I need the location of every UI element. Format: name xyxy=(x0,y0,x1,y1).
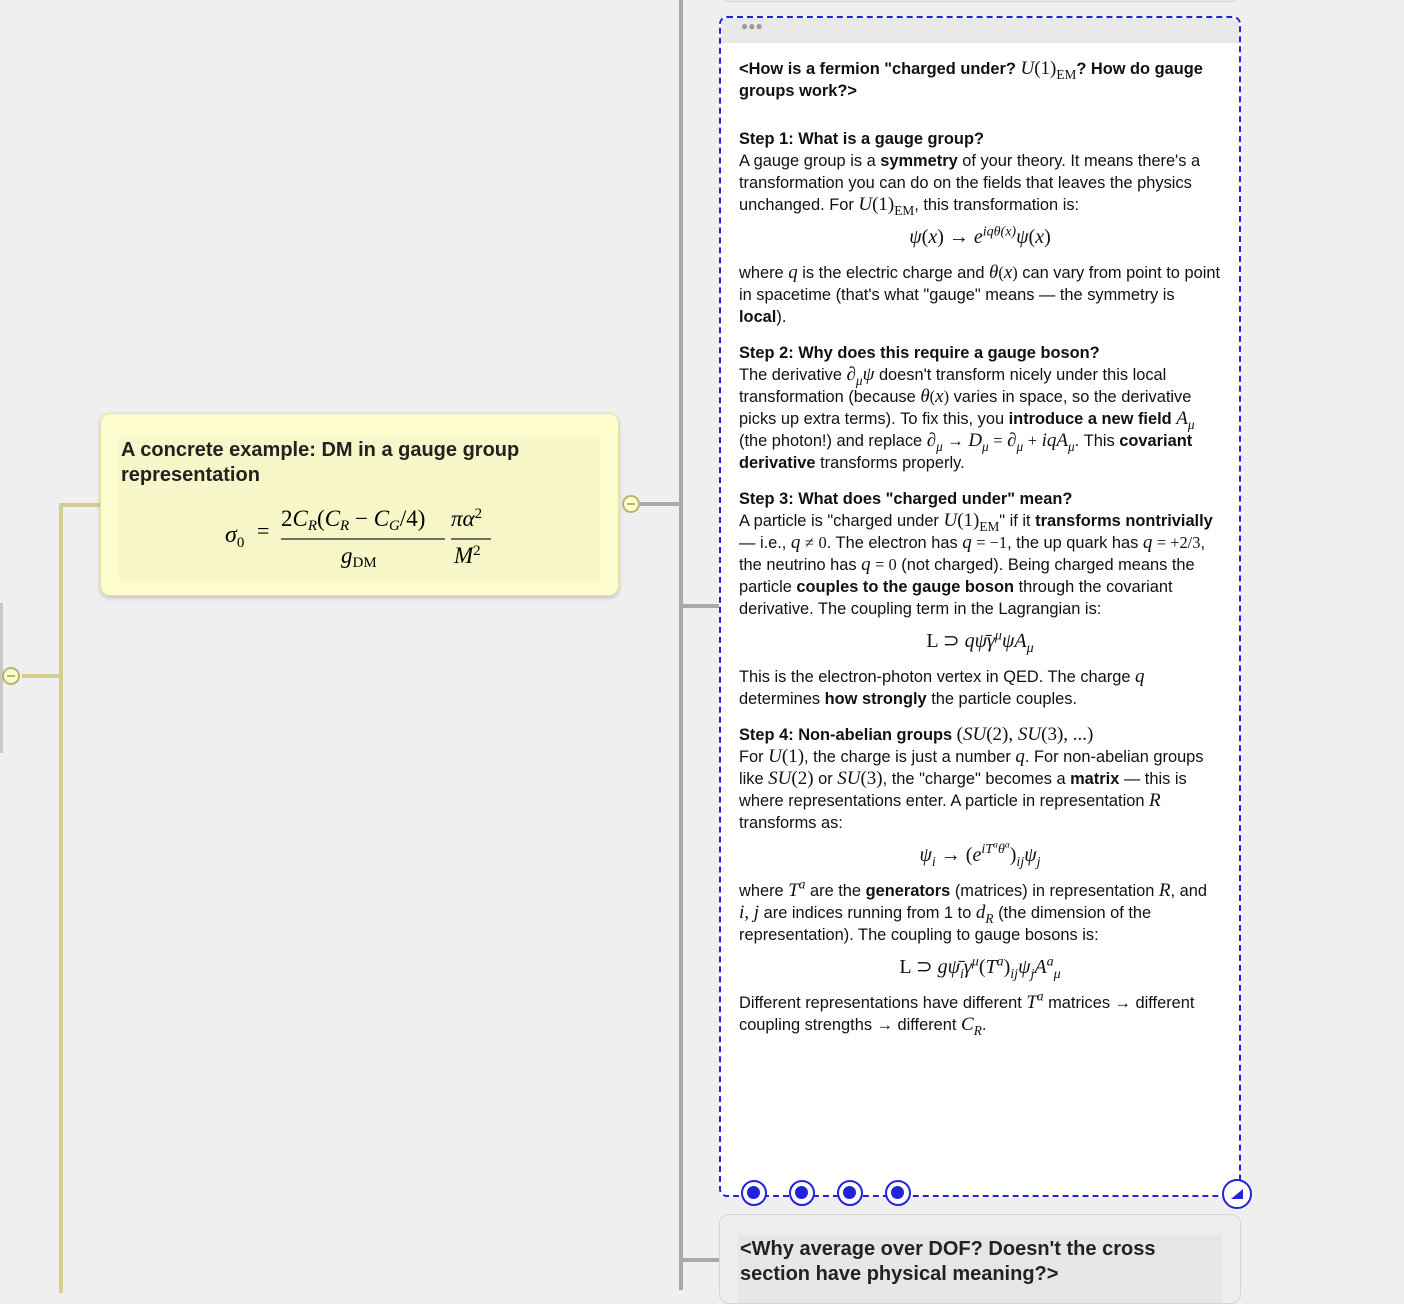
svg-text:=: = xyxy=(257,518,270,543)
step4-explanation: where $T^a$ are the generators (matrices) in representation R, and i, j are indices running from 1 to $d_R$ (the dimension of the representation). The coupling to gauge bosons is: xyxy=(739,876,1207,944)
closing-text: Different representations have different $T^a$ matrices → different coupling strengths → different $C_R$. xyxy=(739,988,1195,1038)
connector-to-main-node xyxy=(679,604,721,608)
step1-title: Step 1: What is a gauge group? xyxy=(739,130,984,148)
summarize-icon xyxy=(843,1186,856,1199)
svg-text:M2: $M^2$ xyxy=(454,543,481,568)
connector-to-next-node xyxy=(679,1258,721,1262)
branch-button[interactable] xyxy=(789,1180,815,1206)
connector-to-root xyxy=(22,674,62,678)
connector-left-to-right xyxy=(640,502,682,506)
summarize-button[interactable] xyxy=(837,1180,863,1206)
step4-title-line: Step 4: Non-abelian groups (SU(2), SU(3), ...) xyxy=(739,724,1094,745)
main-node[interactable] xyxy=(719,16,1241,1197)
resize-handle[interactable] xyxy=(1222,1179,1252,1209)
main-node-question: <How is a fermion "charged under? $U(1)_{EM}$? How do gauge groups work?> xyxy=(739,58,1203,100)
step3-title: Step 3: What does "charged under" mean? xyxy=(739,490,1073,508)
step2-title: Step 2: Why does this require a gauge boson? xyxy=(739,344,1100,362)
svg-text:πα2: $\pi\alpha^2$ xyxy=(451,506,483,531)
collapse-left-node-button[interactable] xyxy=(622,495,640,513)
more-dots-icon: ●●● xyxy=(741,19,763,33)
comment-icon xyxy=(747,1186,760,1199)
collapse-root-button[interactable] xyxy=(2,667,20,685)
main-node-content xyxy=(739,58,1221,1036)
svg-text:gDM: gDM xyxy=(341,543,377,571)
step4-text: For U(1), the charge is just a number q. For non-abelian groups like SU(2) or SU(3), the "charge" becomes a matrix — this is where representations enter. A particle in representation R transforms as: xyxy=(739,746,1204,832)
comment-button[interactable] xyxy=(741,1180,767,1206)
step3-explanation: This is the electron-photon vertex in QED. The charge q determines how strongly the particle couples. xyxy=(739,666,1145,708)
svg-text:2CR(CR − CG/4): 2CR(CR − CG/4) xyxy=(281,506,426,534)
step2-text: The derivative $\partial_\mu\psi$ doesn't transform nicely under this local transformation (because θ(x) varies in space, so the derivative picks up extra terms). To fix this, you introduce a new field $A_\mu$ (the photon!) and replace $\partial_\mu \to D_\mu = \partial_\mu + iqA_\mu$. This covariant derivative transforms properly. xyxy=(739,364,1195,472)
equation-gauge-transform: $\psi(x) \to e^{iq\theta(x)}\psi(x)$ xyxy=(909,224,1051,248)
step1-explanation: where q is the electric charge and θ(x) can vary from point to point in spacetime (that's what "gauge" means — the symmetry is local). xyxy=(739,262,1220,326)
previous-node-edge xyxy=(719,0,1241,2)
left-node-title: A concrete example: DM in a gauge group representation xyxy=(121,439,520,486)
branch-icon xyxy=(795,1186,808,1199)
drag-handle[interactable] xyxy=(721,18,1239,43)
step1-text: A gauge group is a symmetry of your theory. It means there's a transformation you can do on the fields that leaves the physics unchanged. For $U(1)_{EM}$, this transformation is: xyxy=(739,152,1201,218)
sigma-formula xyxy=(221,506,511,576)
connector-vertical-left xyxy=(59,503,63,1293)
equation-nonabelian-coupling: L ⊃ $g\psī_i\gamma^\mu(T^a)_{ij}\psi_jA^a_\mu$ xyxy=(899,954,1061,982)
equation-nonabelian-transform: $\psi_i \to (e^{iT^a\theta^a})_{ij}\psi_j$ xyxy=(919,839,1041,870)
sparkle-icon xyxy=(891,1186,904,1199)
left-node[interactable] xyxy=(100,413,619,596)
equation-qed-coupling: L ⊃ $q\psī\gamma^\mu\psi A_\mu$ xyxy=(926,628,1034,656)
svg-text:σ0: $\sigma_0$ xyxy=(225,522,245,551)
next-node-title: <Why average over DOF? Doesn't the cross section have physical meaning?> xyxy=(740,1238,1156,1285)
step3-text: A particle is "charged under $U(1)_{EM}$" if it transforms nontrivially — i.e., q ≠ 0. The electron has q = −1, the up quark has q = +2/3, the neutrino has q = 0 (not charged). Being charged means the particle couples to the gauge boson through the covariant derivative. The coupling term in the Lagrangian is: xyxy=(739,510,1213,618)
next-node[interactable] xyxy=(719,1214,1241,1304)
step4-title: Step 4: Non-abelian groups xyxy=(739,726,953,744)
connector-to-left-node xyxy=(59,503,101,507)
sparkle-button[interactable] xyxy=(885,1180,911,1206)
connector-vertical-right xyxy=(679,0,683,1290)
